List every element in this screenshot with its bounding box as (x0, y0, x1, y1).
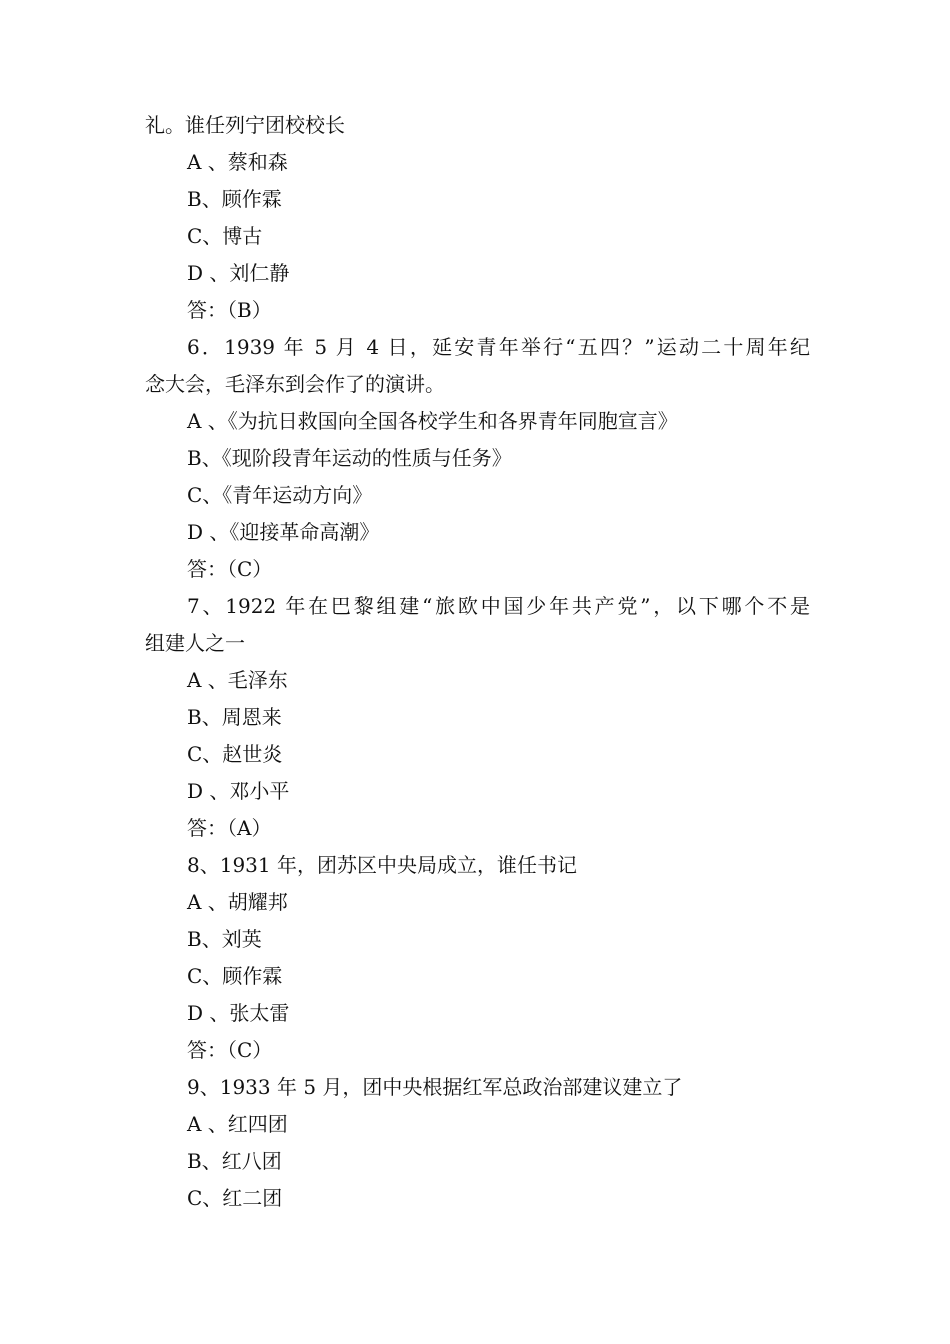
question-7-continuation: 组建人之一 (145, 631, 245, 655)
question-5-continuation: 礼。谁任列宁团校校长 (145, 113, 345, 137)
question-9-option-a: A 、红四团 (187, 1112, 288, 1136)
question-7-option-b: B、周恩来 (187, 705, 282, 729)
question-8-option-c: C、顾作霖 (187, 964, 283, 988)
question-9-option-b: B、红八团 (187, 1149, 282, 1173)
question-6-option-d: D 、《迎接革命高潮》 (187, 520, 380, 544)
document-body (145, 107, 810, 1217)
question-9-option-c: C、红二团 (187, 1186, 283, 1210)
question-8-option-b: B、刘英 (187, 927, 262, 951)
question-6-answer: 答：（C） (187, 557, 273, 581)
question-6-option-c: C、《青年运动方向》 (187, 483, 373, 507)
question-7-text: 7、1922 年在巴黎组建“旅欧中国少年共产党”，以下哪个不是 (187, 594, 810, 618)
question-8-option-d: D 、张太雷 (187, 1001, 290, 1025)
question-5-option-a: A 、蔡和森 (187, 150, 288, 174)
question-6-option-a: A 、《为抗日救国向全国各校学生和各界青年同胞宣言》 (187, 409, 678, 433)
question-7-option-d: D 、邓小平 (187, 779, 290, 803)
question-7-option-a: A 、毛泽东 (187, 668, 288, 692)
question-5-answer: 答：（B） (187, 298, 272, 322)
question-8-answer: 答：（C） (187, 1038, 273, 1062)
question-6-text: 6．1939 年 5 月 4 日，延安青年举行“五四？”运动二十周年纪 (187, 335, 810, 359)
question-7-option-c: C、赵世炎 (187, 742, 283, 766)
question-7-answer: 答：（A） (187, 816, 272, 840)
question-6-continuation: 念大会，毛泽东到会作了的演讲。 (145, 372, 445, 396)
question-6-option-b: B、《现阶段青年运动的性质与任务》 (187, 446, 512, 470)
question-5-option-b: B、顾作霖 (187, 187, 282, 211)
question-8-text: 8、1931 年，团苏区中央局成立，谁任书记 (187, 853, 577, 877)
question-5-option-c: C、博古 (187, 224, 263, 248)
question-8-option-a: A 、胡耀邦 (187, 890, 288, 914)
question-9-text: 9、1933 年 5 月，团中央根据红军总政治部建议建立了 (187, 1075, 683, 1099)
question-5-option-d: D 、刘仁静 (187, 261, 290, 285)
